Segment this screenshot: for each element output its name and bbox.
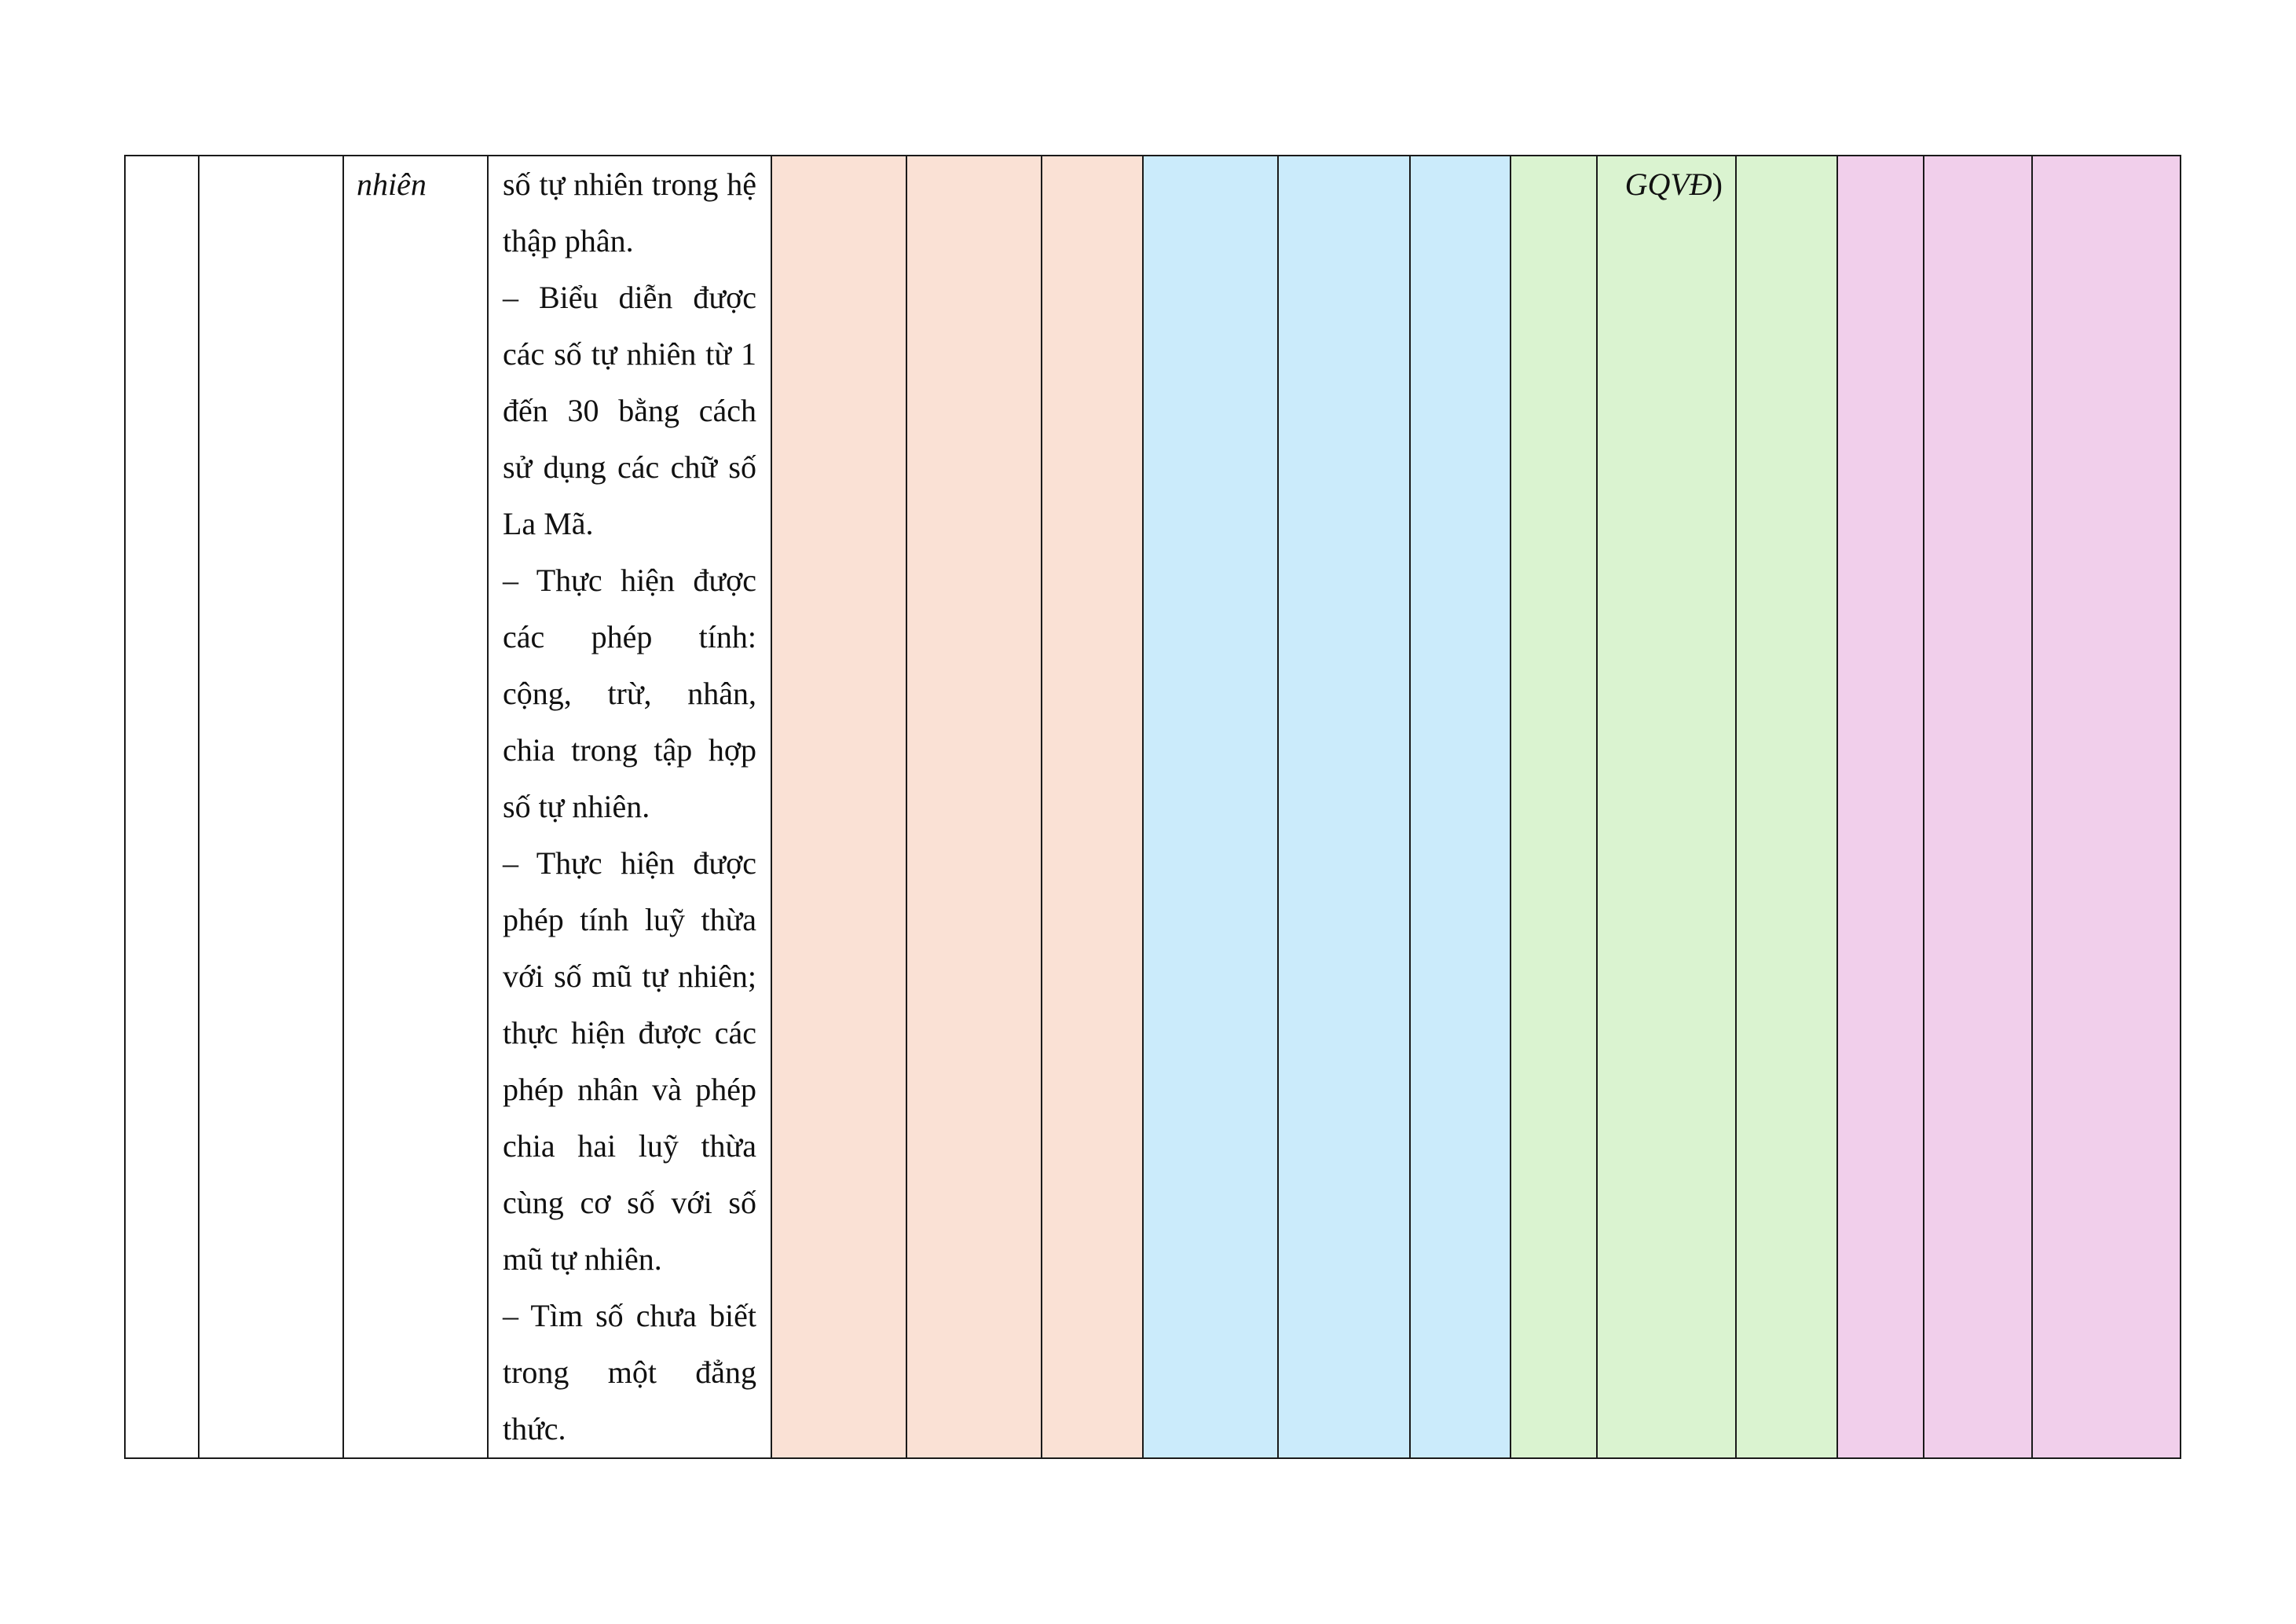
objective-line: – Biểu diễn được — [503, 280, 756, 315]
table-row — [125, 156, 2181, 1458]
objective-line: – Thực hiện được — [503, 845, 756, 881]
cell-level-pink-2 — [1924, 156, 2032, 1458]
cell-level-orange-2 — [906, 156, 1042, 1458]
objective-line: với số mũ tự nhiên; — [503, 959, 756, 994]
objective-line: các phép tính: — [503, 619, 756, 654]
cell-level-orange-3 — [1042, 156, 1143, 1458]
cell-level-blue-2 — [1278, 156, 1410, 1458]
objective-line: số tự nhiên. — [503, 789, 650, 824]
objective-line: – Thực hiện được — [503, 563, 756, 598]
objective-line: phép nhân và phép — [503, 1072, 756, 1107]
competency-abbrev: GQVĐ — [1624, 167, 1712, 202]
objectives-text — [503, 156, 756, 1457]
objective-line: thức. — [503, 1411, 566, 1446]
objective-line: trong một đẳng — [503, 1355, 756, 1390]
objective-line: phép tính luỹ thừa — [503, 902, 756, 937]
objective-line: đến 30 bằng cách — [503, 393, 756, 428]
cell-competency-note — [1597, 156, 1736, 1458]
objective-line: chia trong tập hợp — [503, 732, 756, 768]
objective-line: cùng cơ số với số — [503, 1185, 756, 1220]
objective-line: số tự nhiên trong hệ — [503, 167, 756, 202]
cell-topic — [199, 156, 343, 1458]
objective-line: mũ tự nhiên. — [503, 1241, 662, 1277]
cell-level-blue-1 — [1143, 156, 1278, 1458]
lesson-name-text: nhiên — [357, 167, 427, 202]
cell-objectives — [488, 156, 771, 1458]
objective-line: cộng, trừ, nhân, — [503, 676, 756, 711]
cell-level-orange-1 — [771, 156, 906, 1458]
cell-level-green-1 — [1511, 156, 1597, 1458]
objective-line: thực hiện được các — [503, 1015, 756, 1050]
objective-line: chia hai luỹ thừa — [503, 1128, 756, 1164]
objective-line: La Mã. — [503, 506, 594, 541]
cell-lesson-name — [343, 156, 488, 1458]
cell-level-blue-3 — [1410, 156, 1511, 1458]
objective-line: thập phân. — [503, 223, 634, 258]
competency-suffix: ) — [1712, 167, 1723, 202]
objective-line: các số tự nhiên từ 1 — [503, 336, 756, 372]
cell-level-green-3 — [1736, 156, 1837, 1458]
assessment-matrix-table — [124, 155, 2181, 1459]
cell-level-pink-3 — [2032, 156, 2181, 1458]
objective-line: sử dụng các chữ số — [503, 449, 756, 485]
objective-line: – Tìm số chưa biết — [503, 1298, 756, 1333]
cell-level-pink-1 — [1837, 156, 1924, 1458]
cell-index — [125, 156, 199, 1458]
